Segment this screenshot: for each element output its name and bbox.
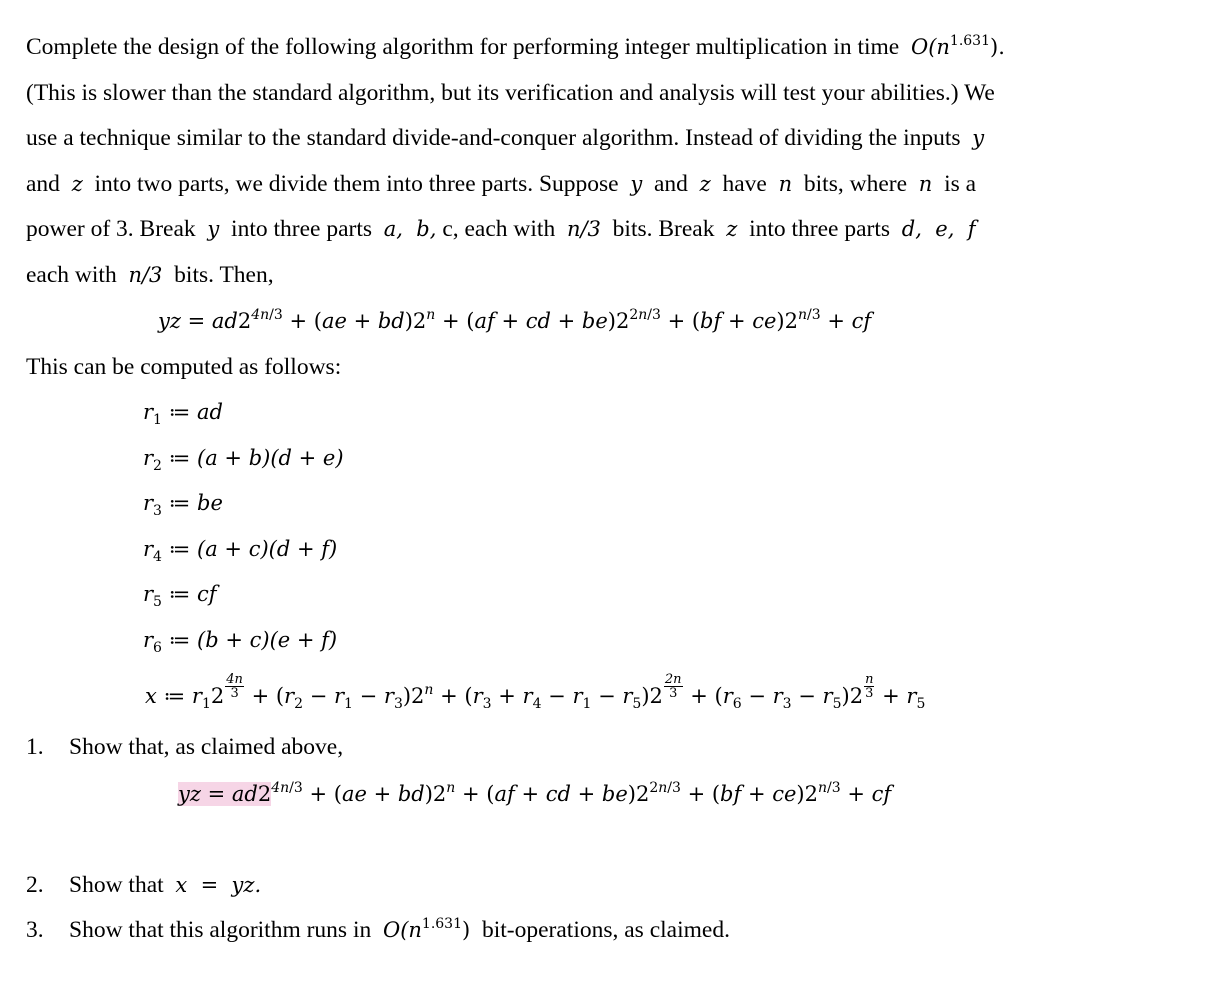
big-o-runtime: $O(n^{1.631})$ <box>382 916 471 942</box>
parts-abc: a, b, <box>383 217 437 241</box>
list-text: Show that this algorithm runs in <box>69 917 372 943</box>
intro-text-1: Complete the design of the following algorithm for performing integer multiplication in time <box>26 34 900 60</box>
def-r6: $r_6$ ≔ (b + c)(e + f) <box>143 628 338 656</box>
intro-line-1 <box>26 34 1005 61</box>
computed-label: This can be computed as follows: <box>26 354 342 380</box>
frac-n-3: $\frac{n}{3}$ <box>865 672 874 701</box>
highlight-span: yz = ad2 <box>178 782 272 806</box>
frac-4n-3: $\frac{4n}{3}$ <box>226 672 243 701</box>
list-number: 3. <box>26 917 44 943</box>
var-y: y <box>630 172 643 196</box>
intro-line-4: and z into two parts, we divide them into three parts. Suppose y and z have n bits, where n is a <box>26 171 977 197</box>
n-over-3: n/3 <box>566 217 601 241</box>
list-text: Show that, as claimed above, <box>69 734 344 760</box>
list-item-2 <box>26 872 262 899</box>
x-equals-yz: x = yz. <box>175 873 262 897</box>
yz-equation: yz = $ad2^{4n/3} + (ae + bd)2^n + (af$ + cd + $be)2^{2n/3} + (bf + ce)2^{n/3}$ + cf <box>158 307 872 333</box>
list-number: 1. <box>26 734 44 760</box>
intro-line-3 <box>26 125 984 152</box>
var-n: n <box>778 172 793 196</box>
list-text: Show that <box>69 872 164 898</box>
var-z: z <box>699 172 711 196</box>
intro-text-2: (This is slower than the standard algorithm, but its verification and analysis will test your abilities.) We <box>26 80 995 106</box>
var-z: z <box>726 217 738 241</box>
intro-line-2 <box>26 80 995 107</box>
yz-equation-highlighted: yz = $ad2^{4n/3} + (ae + bd)2^n + (af$ + cd + $be)2^{2n/3} + (bf + ce)2^{n/3}$ + cf <box>178 780 892 806</box>
def-r4: $r_4$ ≔ (a + c)(d + f) <box>143 537 338 565</box>
intro-text-3: use a technique similar to the standard divide-and-conquer algorithm. Instead of dividing the inputs <box>26 125 961 151</box>
big-o-time: $O(n^{1.631})$. <box>910 33 1005 59</box>
var-y: y <box>972 126 985 150</box>
def-r1: $r_1$ ≔ ad <box>143 400 223 428</box>
x-formula: x ≔ $r_12$ $\frac{4n}{3}$ + $(r_2 - r_1 - r_3)2^n + (r_3 + r_4 - r_1 - r_5)2$ $\frac{2n}{3}$ + $(r_6 - r_3 - r_5)2$ $\frac{n}{3}$ + $r_5$ <box>145 672 926 712</box>
intro-line-5: power of 3. Break y into three parts a, b, c, each with n/3 bits. Break z into three parts d, e, f <box>26 216 976 242</box>
list-number: 2. <box>26 872 44 898</box>
intro-line-6: each with n/3 bits. Then, <box>26 262 274 288</box>
frac-2n-3: $\frac{2n}{3}$ <box>664 672 682 701</box>
list-item-3 <box>26 916 730 944</box>
def-r3: $r_3$ ≔ be <box>143 491 223 519</box>
var-n: n <box>918 172 933 196</box>
parts-def: d, e, f <box>901 217 976 241</box>
var-y: y <box>207 217 220 241</box>
list-item-1 <box>26 734 344 761</box>
var-z: z <box>71 172 83 196</box>
def-r2: $r_2$ ≔ (a + b)(d + e) <box>143 446 344 474</box>
list-tail-text: bit-operations, as claimed. <box>481 917 730 943</box>
n-over-3: n/3 <box>128 263 163 287</box>
def-r5: $r_5$ ≔ cf <box>143 582 217 610</box>
